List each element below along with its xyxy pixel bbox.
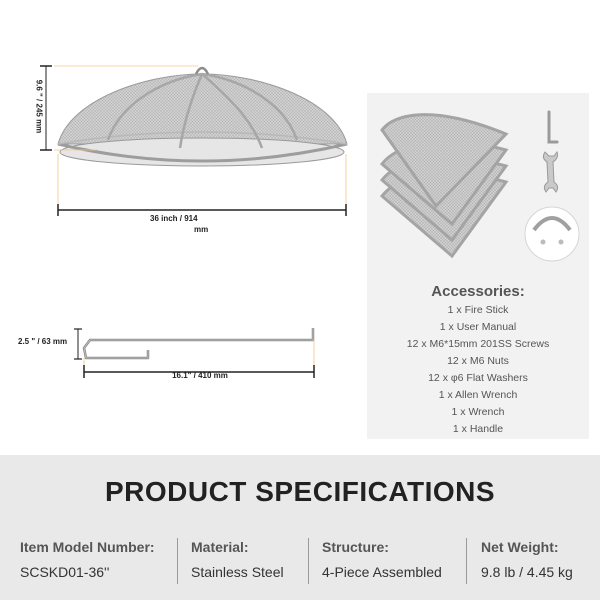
dome-height-dimension-line	[38, 62, 208, 162]
spec-value-material: Stainless Steel	[191, 564, 284, 580]
dome-diameter-dimension-line	[54, 150, 354, 220]
spec-divider	[177, 538, 178, 584]
fire-stick-height-label: 2.5 " / 63 mm	[18, 337, 68, 346]
spec-divider	[466, 538, 467, 584]
dome-diameter-label-line1: 36 inch / 914	[150, 214, 198, 223]
wrench-icon	[539, 148, 563, 196]
accessory-item: 1 x Wrench	[451, 406, 505, 418]
accessory-item: 1 x Fire Stick	[447, 304, 509, 316]
accessory-item: 12 x φ6 Flat Washers	[428, 372, 528, 384]
spec-label-model: Item Model Number:	[20, 539, 155, 555]
allen-wrench-icon	[544, 110, 560, 146]
spec-label-structure: Structure:	[322, 539, 389, 555]
dome-height-label: 9.6 " / 245 mm	[34, 79, 44, 134]
spec-value-model: SCSKD01-36''	[20, 564, 110, 580]
accessory-item: 12 x M6*15mm 201SS Screws	[406, 338, 550, 350]
mesh-panels-image	[372, 100, 520, 272]
specifications-title: PRODUCT SPECIFICATIONS	[104, 476, 496, 507]
accessory-item: 12 x M6 Nuts	[447, 355, 509, 367]
accessory-item: 1 x Handle	[452, 423, 504, 435]
handle-icon	[522, 204, 582, 264]
dome-diameter-label-line2: mm	[194, 225, 209, 234]
accessory-item: 1 x Allen Wrench	[438, 389, 518, 401]
accessories-title: Accessories:	[431, 283, 525, 300]
spec-label-material: Material:	[191, 539, 249, 555]
accessory-item: 1 x User Manual	[439, 321, 517, 333]
spec-divider	[308, 538, 309, 584]
spec-label-weight: Net Weight:	[481, 539, 559, 555]
spec-value-structure: 4-Piece Assembled	[322, 564, 442, 580]
spec-value-weight: 9.8 lb / 4.45 kg	[481, 564, 573, 580]
fire-stick-length-label: 16.1" / 410 mm	[172, 371, 228, 380]
